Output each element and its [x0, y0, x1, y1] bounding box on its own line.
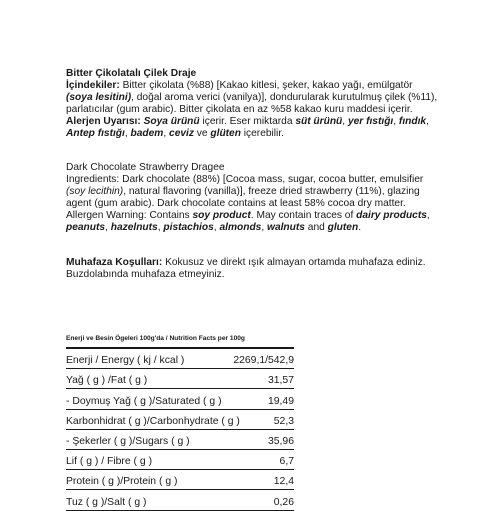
- tr-allergen-hazelnut: fındık: [398, 115, 427, 127]
- en-ingredients-label: Ingredients:: [66, 173, 120, 185]
- nutrient-value: 0,26: [273, 496, 294, 508]
- nutrition-table: [66, 334, 294, 511]
- turkish-section: [66, 68, 438, 139]
- tr-allergen-end: içerebilir.: [240, 127, 284, 139]
- nutrient-value: 12,4: [273, 476, 294, 488]
- table-row: [66, 450, 294, 470]
- tr-ingredients-label: İçindekiler:: [66, 79, 120, 91]
- nutrient-value: 2269,1/542,9: [233, 355, 294, 367]
- tr-ingredients-text-2: , doğal aroma verici (vanilya)], dondurularak kurutulmuş çilek (%11), parlatıcılar (gum arabic). Bitter çikolata en az %58 kakao kuru maddesi içerir.: [66, 91, 438, 115]
- tr-ingredients-text-1: Bitter çikolata (%88) [Kakao kitlesi, şeker, kakao yağı, emülgatör: [119, 79, 413, 91]
- tr-allergen-text: içerir. Eser miktarda: [199, 115, 296, 127]
- storage-text: Kokusuz ve direkt ışık almayan ortamda muhafaza ediniz. Buzdolabında muhafaza etmeyiniz.: [66, 257, 426, 280]
- en-allergen-gluten: gluten: [327, 221, 359, 233]
- nutrient-label: Karbonhidrat ( g )/Carbonhydrate ( g ): [66, 415, 240, 427]
- table-row: [66, 389, 294, 409]
- table-row: [66, 369, 294, 389]
- tr-ingredients: [66, 80, 438, 116]
- nutrient-value: 52,3: [273, 415, 294, 427]
- tr-sep-3: ,: [426, 115, 429, 127]
- nutrient-label: - Şekerler ( g )/Sugars ( g ): [66, 435, 190, 447]
- storage-section: [66, 257, 438, 281]
- nutrient-label: Yağ ( g ) /Fat ( g ): [66, 375, 148, 387]
- en-sep-3: ,: [157, 221, 164, 233]
- tr-sep-5: ,: [163, 127, 170, 139]
- en-sep-5: ,: [261, 221, 268, 233]
- en-allergen-peanuts: peanuts: [66, 221, 106, 233]
- tr-allergen-label: Alerjen Uyarısı:: [66, 115, 141, 127]
- storage-conditions: [66, 257, 438, 281]
- en-soy-lecithin: (soy lecithin): [66, 185, 124, 197]
- en-ingredients-text-1: Dark chocolate (88%) [Cocoa mass, sugar, cocoa butter, emulsifier: [119, 173, 424, 185]
- table-row: [66, 410, 294, 430]
- nutrient-label: Protein ( g )/Protein ( g ): [66, 476, 178, 488]
- tr-allergen-milk: süt ürünü: [295, 115, 343, 127]
- nutrient-label: Tuz ( g )/Salt ( g ): [66, 496, 147, 508]
- tr-allergen-warning: [66, 116, 438, 140]
- table-row: [66, 430, 294, 450]
- nutrient-value: 6,7: [279, 456, 294, 468]
- en-ingredients-text-2: , natural flavoring (vanilla)], freeze dried strawberry (11%), glazing agent (gum arabic). Dark chocolate contains at least 58% cocoa dry matter.: [66, 185, 420, 209]
- tr-allergen-almond: badem: [130, 127, 164, 139]
- en-allergen-almonds: almonds: [219, 221, 262, 233]
- tr-soy-lecithin: (soya lesitini): [66, 91, 132, 103]
- en-ingredients: [66, 174, 438, 210]
- tr-allergen-pistachio: Antep fıstığı: [66, 127, 125, 139]
- tr-and: ve: [193, 127, 211, 139]
- nutrient-label: Enerji / Energy ( kj / kcal ): [66, 355, 185, 367]
- en-sep-2: ,: [105, 221, 111, 233]
- tr-sep-1: ,: [342, 115, 348, 127]
- table-row: [66, 349, 294, 369]
- en-may-contain: . May contain traces of: [250, 209, 357, 221]
- tr-allergen-peanut: yer fıstığı: [347, 115, 394, 127]
- en-allergen-walnuts: walnuts: [267, 221, 305, 233]
- tr-allergen-gluten: glüten: [210, 127, 241, 139]
- nutrient-label: Lif ( g ) / Fibre ( g ): [66, 456, 153, 468]
- en-allergen-soy: soy product: [192, 209, 251, 221]
- en-allergen-end: .: [358, 221, 362, 233]
- storage-label: Muhafaza Koşulları:: [66, 257, 163, 268]
- en-allergen-dairy: dairy products: [356, 209, 427, 221]
- en-and: and: [304, 221, 328, 233]
- en-sep-4: ,: [213, 221, 220, 233]
- nutrient-value: 19,49: [267, 395, 294, 407]
- tr-sep-2: ,: [393, 115, 399, 127]
- nutrient-value: 35,96: [267, 435, 294, 447]
- tr-allergen-soy: Soya ürünü: [143, 115, 200, 127]
- en-sep-1: ,: [426, 209, 430, 221]
- english-section: [66, 162, 438, 233]
- tr-product-title: Bitter Çikolatalı Çilek Draje: [66, 68, 197, 79]
- nutrition-header: Enerji ve Besin Ögeleri 100g'da / Nutrition Facts per 100g: [66, 334, 294, 349]
- en-allergen-pistachios: pistachios: [163, 221, 214, 233]
- table-row: [66, 470, 294, 490]
- table-row: [66, 490, 294, 510]
- tr-sep-4: ,: [124, 127, 131, 139]
- nutrient-label: - Doymuş Yağ ( g )/Saturated ( g ): [66, 395, 222, 407]
- en-allergen-label: Allergen Warning:: [66, 209, 147, 221]
- en-contains: Contains: [146, 209, 193, 221]
- product-label: [66, 0, 446, 508]
- en-allergen-hazelnuts: hazelnuts: [110, 221, 158, 233]
- en-allergen-warning: [66, 210, 438, 234]
- en-product-title: Dark Chocolate Strawberry Dragee: [66, 162, 225, 173]
- tr-allergen-walnut: ceviz: [169, 127, 194, 139]
- nutrient-value: 31,57: [267, 375, 294, 387]
